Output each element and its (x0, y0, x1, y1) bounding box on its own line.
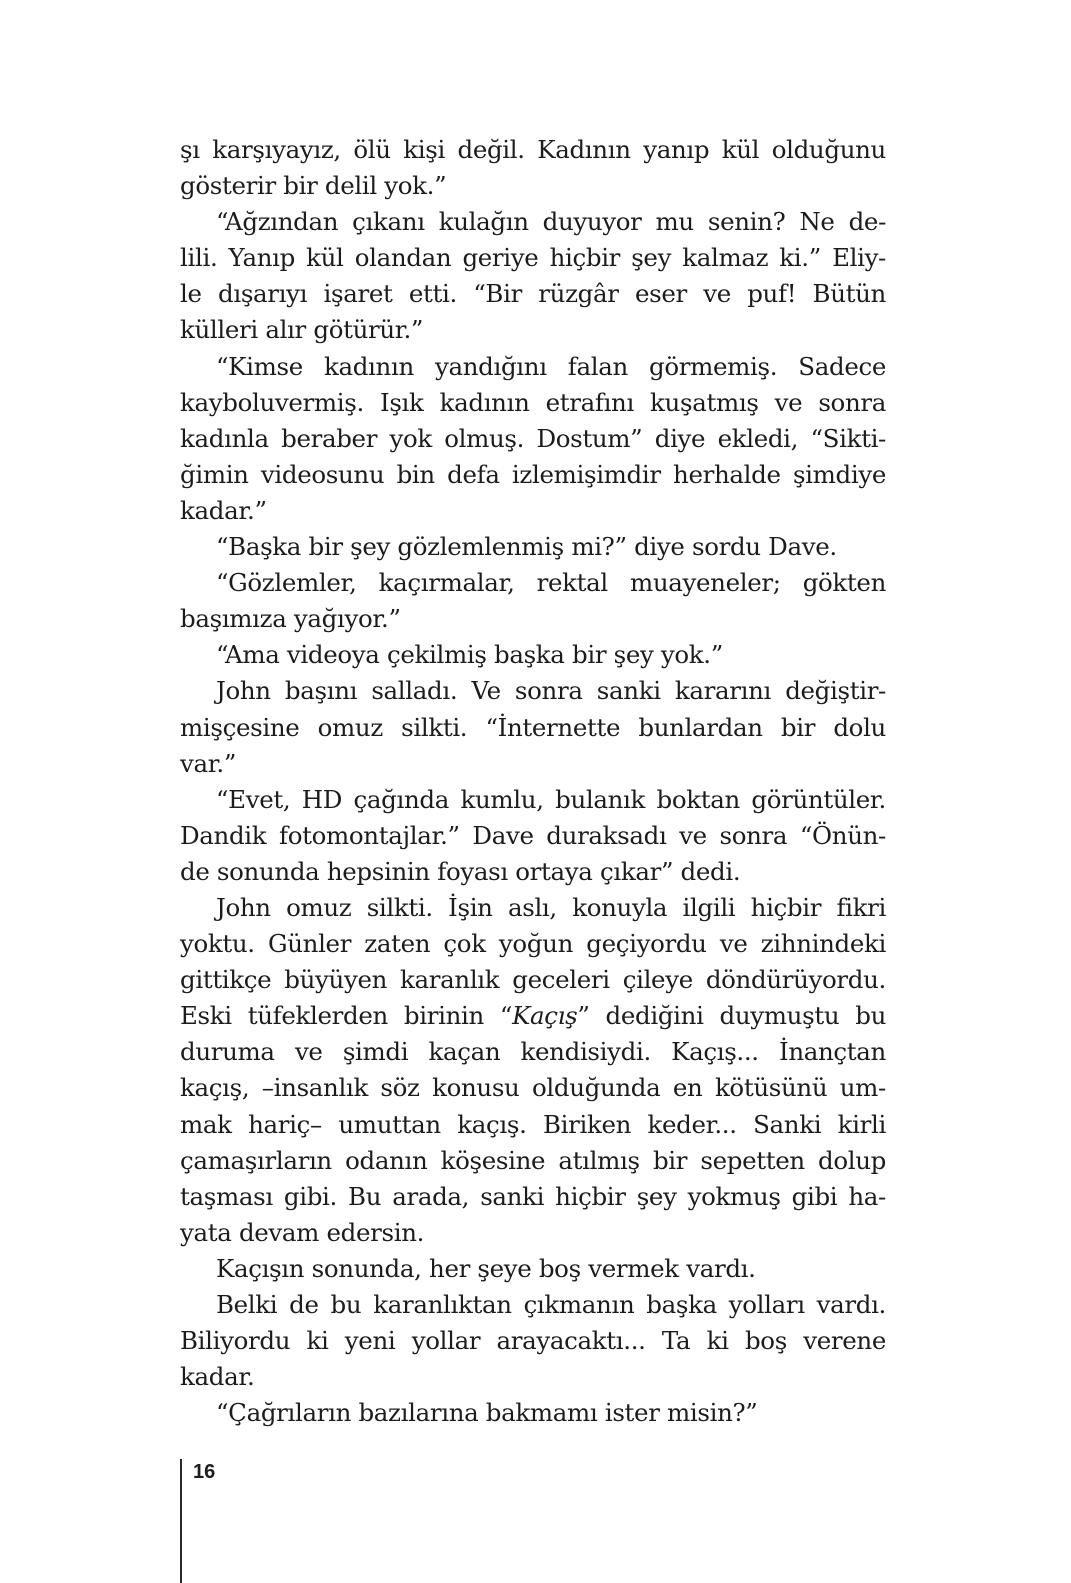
text-line: lili. Yanıp kül olandan geriye hiçbir şey kalmaz ki.” Eliy- (180, 243, 886, 273)
text-line: mişçesine omuz silkti. “İnternette bunlardan bir dolu (180, 712, 886, 742)
page-number: 16 (193, 1461, 216, 1483)
text-line: “Gözlemler, kaçırmalar, rektal muayeneler; gökten (216, 568, 886, 598)
text-line: “Kimse kadının yandığını falan görmemiş. Sadece (216, 351, 886, 381)
text-line: duruma ve şimdi kaçan kendisiydi. Kaçış... İnançtan (180, 1037, 886, 1067)
text-line: çamaşırların odanın köşesine atılmış bir sepetten dolup (180, 1145, 886, 1175)
body-text (180, 132, 886, 1431)
text-line: le dışarıyı işaret etti. “Bir rüzgâr eser ve puf! Bütün (180, 279, 886, 309)
text-line: başımıza yağıyor.” (180, 604, 401, 634)
text-line: Dandik fotomontajlar.” Dave duraksadı ve sonra “Önün- (180, 820, 886, 850)
text-line: kadar. (180, 1362, 255, 1392)
text-segment: ” dediğini duymuştu bu (577, 1001, 887, 1031)
text-line: gösterir bir delil yok.” (180, 171, 447, 201)
text-line: John omuz silkti. İşin aslı, konuyla ilgili hiçbir fikri (216, 892, 886, 922)
text-line: de sonunda hepsinin foyası ortaya çıkar” dedi. (180, 856, 741, 886)
text-line: yata devam edersin. (180, 1217, 425, 1247)
text-line: taşması gibi. Bu arada, sanki hiçbir şey yokmuş gibi ha- (180, 1181, 886, 1211)
text-line: şı karşıyayız, ölü kişi değil. Kadının yanıp kül olduğunu (180, 135, 886, 164)
text-line: gittikçe büyüyen karanlık geceleri çileye döndürüyordu. (180, 965, 886, 995)
text-line: “Ağzından çıkanı kulağın duyuyor mu senin? Ne de- (216, 207, 886, 237)
text-line: “Ama videoya çekilmiş başka bir şey yok.” (216, 640, 723, 670)
text-line: mak hariç– umuttan kaçış. Biriken keder... Sanki kirli (180, 1109, 886, 1139)
text-line: John başını salladı. Ve sonra sanki kararını değiştir- (216, 676, 886, 706)
text-line: kadınla beraber yok olmuş. Dostum” diye ekledi, “Sikti- (180, 423, 886, 453)
text-line: Belki de bu karanlıktan çıkmanın başka yolları vardı. (216, 1290, 886, 1319)
text-line: külleri alır götürür.” (180, 315, 424, 345)
text-segment: Eski tüfeklerden birinin “ (180, 1001, 513, 1031)
text-line: var.” (180, 748, 237, 778)
text-line: “Evet, HD çağında kumlu, bulanık boktan görüntüler. (216, 784, 886, 814)
text-line: “Başka bir şey gözlemlenmiş mi?” diye sordu Dave. (216, 532, 837, 562)
text-line: “Çağrıların bazılarına bakmamı ister misin?” (216, 1398, 758, 1428)
text-line: ğimin videosunu bin defa izlemişimdir herhalde şimdiye (180, 459, 886, 489)
italic-term: Kaçış (512, 1001, 578, 1031)
text-line: Biliyordu ki yeni yollar arayacaktı... Ta ki boş verene (180, 1326, 886, 1356)
text-line: kaçış, –insanlık söz konusu olduğunda en kötüsünü um- (180, 1073, 886, 1103)
text-line: kadar.” (180, 495, 267, 525)
footer-rule (180, 1459, 182, 1583)
text-line (180, 998, 886, 1034)
text-line: yoktu. Günler zaten çok yoğun geçiyordu ve zihnindeki (180, 929, 886, 959)
text-line: kayboluvermiş. Işık kadının etrafını kuşatmış ve sonra (180, 387, 886, 417)
text-line: Kaçışın sonunda, her şeye boş vermek vardı. (216, 1253, 756, 1283)
